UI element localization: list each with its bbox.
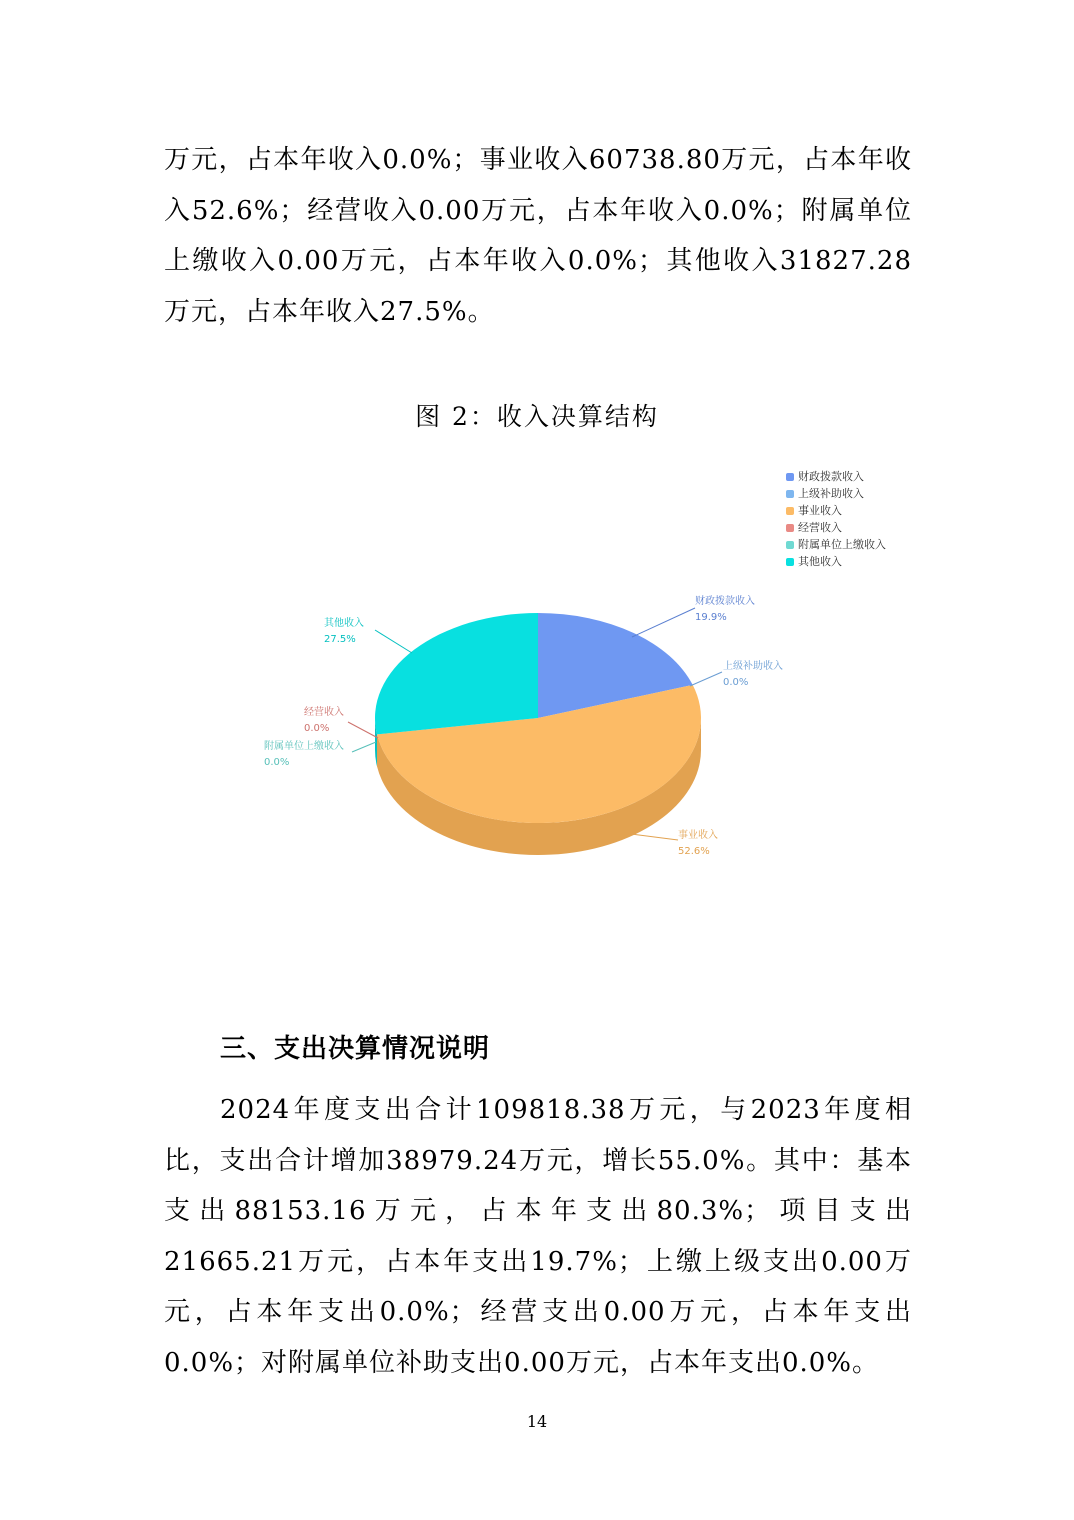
section-heading: 三、支出决算情况说明 [220, 1034, 491, 1064]
slice-name-label: 附属单位上缴收入 [264, 741, 344, 752]
label-leader-line [632, 608, 695, 637]
slice-name-label: 上级补助收入 [723, 661, 783, 672]
legend-label: 其他收入 [798, 555, 842, 568]
slice-name-label: 事业收入 [678, 830, 718, 841]
label-leader-line [375, 630, 412, 653]
slice-value-label: 19.9% [695, 612, 727, 623]
slice-name-label: 其他收入 [324, 618, 364, 629]
label-leader-line [348, 722, 378, 738]
legend-label: 上级补助收入 [798, 487, 864, 500]
legend-label: 经营收入 [798, 521, 842, 534]
intro-paragraph: 万元，占本年收入0.0%；事业收入60738.80万元，占本年收入52.6%；经营收入0.00万元，占本年收入0.0%；附属单位上缴收入0.00万元，占本年收入0.0%；其他收入31827.28万元，占本年收入27.5%。 [164, 145, 912, 327]
pie-chart [240, 460, 840, 900]
pie-slice [375, 613, 538, 734]
label-leader-line [690, 672, 722, 686]
figure-title: 图 2：收入决算结构 [415, 402, 659, 431]
legend-label: 附属单位上缴收入 [798, 538, 886, 551]
legend-label: 事业收入 [798, 504, 842, 517]
expenditure-paragraph: 2024年度支出合计109818.38万元，与2023年度相比，支出合计增加38979.24万元，增长55.0%。其中：基本支出88153.16万元，占本年支出80.3%；项目支出21665.21万元，占本年支出19.7%；上缴上级支出0.00万元，占本年支出0.0%；经营支出0.00万元，占本年支出0.0%；对附属单位补助支出0.00万元，占本年支出0.0%。 [164, 1095, 912, 1378]
slice-value-label: 0.0% [723, 677, 749, 688]
slice-name-label: 财政拨款收入 [695, 596, 755, 607]
page-number: 14 [526, 1412, 548, 1431]
slice-value-label: 0.0% [264, 757, 290, 768]
slice-value-label: 27.5% [324, 634, 356, 645]
slice-value-label: 52.6% [678, 846, 710, 857]
legend-label: 财政拨款收入 [798, 470, 864, 483]
slice-name-label: 经营收入 [304, 707, 344, 718]
slice-value-label: 0.0% [304, 723, 330, 734]
label-leader-line [352, 742, 376, 752]
